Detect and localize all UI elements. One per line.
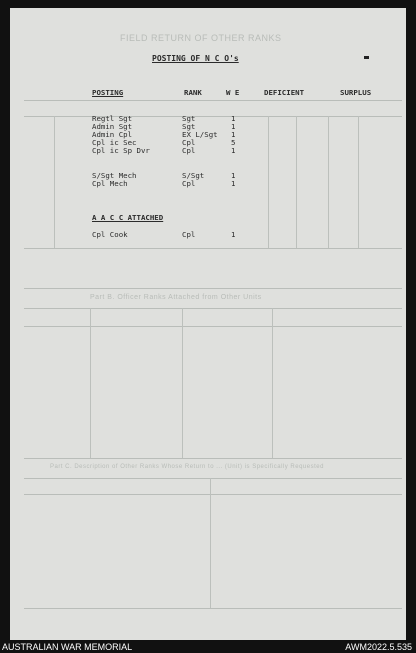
- form-column-line: [182, 308, 183, 458]
- row-posting: Regtl Sgt: [92, 114, 133, 123]
- row-rank: Cpl: [182, 179, 196, 188]
- form-line: [24, 308, 402, 309]
- header-surplus: SURPLUS: [340, 88, 372, 97]
- row-posting: Admin Sgt: [92, 122, 133, 131]
- ink-mark: [364, 56, 369, 59]
- row-posting: Cpl ic Sec: [92, 138, 137, 147]
- row-we: 1: [231, 171, 236, 180]
- form-line: [24, 248, 402, 249]
- form-line: [24, 458, 402, 459]
- form-column-line: [328, 116, 329, 248]
- form-heading: FIELD RETURN OF OTHER RANKS: [120, 33, 282, 43]
- document-page: [10, 8, 406, 640]
- attached-heading: A A C C ATTACHED: [92, 213, 164, 222]
- attached-row-posting: Cpl Cook: [92, 230, 128, 239]
- form-column-line: [296, 116, 297, 248]
- header-deficient: DEFICIENT: [264, 88, 305, 97]
- form-line: [24, 478, 402, 479]
- row-we: 1: [231, 122, 236, 131]
- form-column-line: [54, 116, 55, 248]
- row-we: 1: [231, 146, 236, 155]
- document-title: POSTING OF N C O's: [152, 54, 239, 63]
- attached-row-we: 1: [231, 230, 236, 239]
- attached-row-rank: Cpl: [182, 230, 196, 239]
- form-column-line: [268, 116, 269, 248]
- row-posting: Cpl Mech: [92, 179, 128, 188]
- form-line: [24, 494, 402, 495]
- form-column-line: [210, 478, 211, 608]
- row-we: 1: [231, 114, 236, 123]
- form-column-line: [358, 116, 359, 248]
- row-rank: Sgt: [182, 122, 196, 131]
- header-posting: POSTING: [92, 88, 124, 97]
- form-part-b: Part B. Officer Ranks Attached from Other Units: [90, 294, 262, 301]
- row-posting: S/Sgt Mech: [92, 171, 137, 180]
- row-posting: Cpl ic Sp Dvr: [92, 146, 150, 155]
- row-we: 5: [231, 138, 236, 147]
- form-line: [24, 100, 402, 101]
- row-we: 1: [231, 179, 236, 188]
- row-posting: Admin Cpl: [92, 130, 133, 139]
- form-line: [24, 116, 402, 117]
- header-we: W E: [226, 88, 240, 97]
- form-line: [24, 288, 402, 289]
- row-rank: Cpl: [182, 146, 196, 155]
- form-column-line: [90, 308, 91, 458]
- row-we: 1: [231, 130, 236, 139]
- form-line: [24, 608, 402, 609]
- footer-institution: AUSTRALIAN WAR MEMORIAL: [2, 642, 133, 652]
- form-column-line: [272, 308, 273, 458]
- row-rank: S/Sgt: [182, 171, 205, 180]
- header-rank: RANK: [184, 88, 202, 97]
- row-rank: Cpl: [182, 138, 196, 147]
- row-rank: Sgt: [182, 114, 196, 123]
- footer-accession-number: AWM2022.5.535: [345, 642, 412, 652]
- form-part-c: Part C. Description of Other Ranks Whose Return to ... (Unit) is Specifically Requested: [50, 464, 324, 470]
- form-line: [24, 326, 402, 327]
- row-rank: EX L/Sgt: [182, 130, 218, 139]
